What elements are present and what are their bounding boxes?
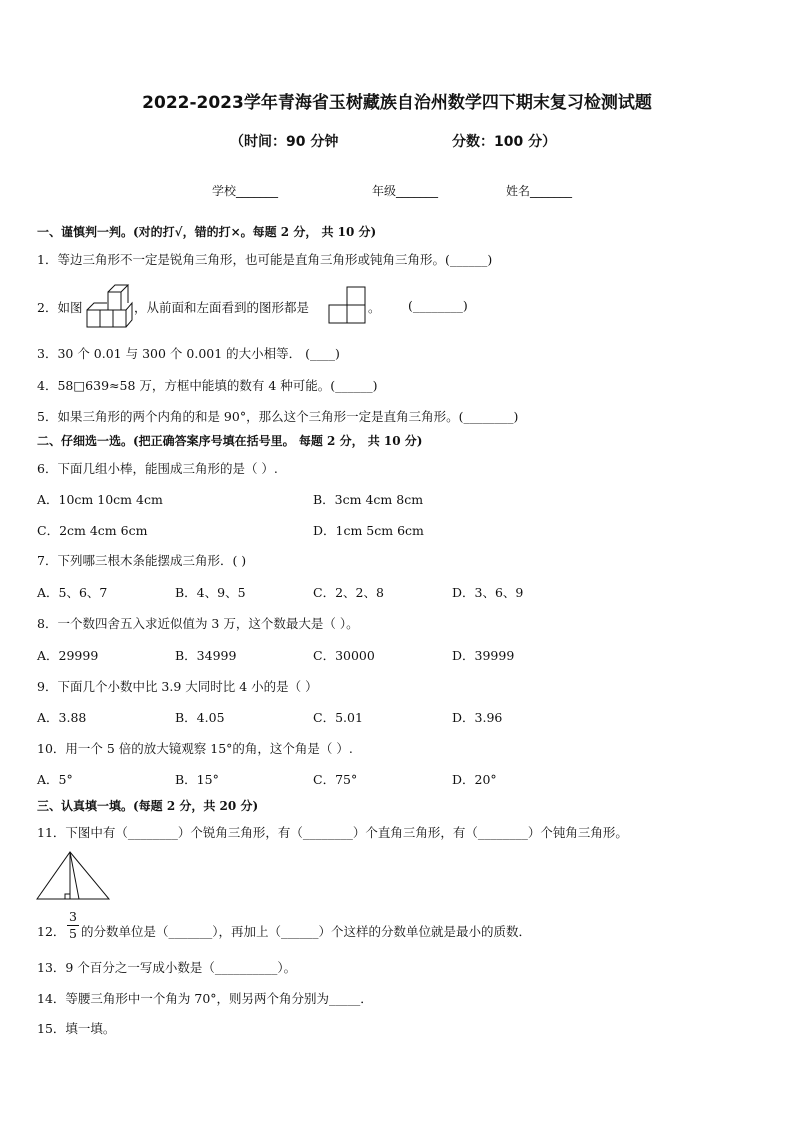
question-11: 11．下图中有（________）个锐角三角形，有（________）个直角三角形，有（________）个钝角三角形。 xyxy=(37,825,628,840)
question-12-text: 的分数单位是（_______），再加上（______）个这样的分数单位就是最小的质数． xyxy=(81,924,532,939)
q10-option-c: C．75° xyxy=(313,772,358,787)
grade-field: 年级_______ xyxy=(372,184,439,198)
section-1-heading: 一、谨慎判一判。(对的打√，错的打×。每题 2 分， 共 10 分) xyxy=(37,225,377,239)
section-3-heading: 三、认真填一填。(每题 2 分，共 20 分) xyxy=(37,799,259,813)
q6-option-b: B．3cm 4cm 8cm xyxy=(313,492,424,507)
total-score: 分数：100 分） xyxy=(452,134,557,150)
question-15: 15．填一填。 xyxy=(37,1021,116,1036)
fraction-denominator: 5 xyxy=(69,926,77,941)
question-6: 6．下面几组小棒，能围成三角形的是（ ）. xyxy=(37,461,278,476)
view-shape-figure xyxy=(328,286,368,326)
q7-option-d: D．3、6、9 xyxy=(452,585,524,600)
question-1: 1．等边三角形不一定是锐角三角形，也可能是直角三角形或钝角三角形。(______) xyxy=(37,252,493,267)
question-2-answer: (________) xyxy=(408,298,468,313)
question-2-text: ，从前面和左面看到的图形都是 xyxy=(134,300,310,315)
q10-option-a: A．5° xyxy=(37,772,73,787)
school-field: 学校_______ xyxy=(212,184,279,198)
question-8: 8．一个数四舍五入求近似值为 3 万，这个数最大是（ ）。 xyxy=(37,616,359,631)
q8-option-d: D．39999 xyxy=(452,648,515,663)
question-2-prefix: 2．如图 xyxy=(37,300,83,315)
question-5: 5．如果三角形的两个内角的和是 90°，那么这个三角形一定是直角三角形。(________) xyxy=(37,409,519,424)
fraction-numerator: 3 xyxy=(69,909,77,924)
q9-option-c: C．5.01 xyxy=(313,710,363,725)
question-14: 14．等腰三角形中一个角为 70°，则另两个角分别为_____． xyxy=(37,991,373,1006)
triangle-figure xyxy=(36,850,112,902)
q7-option-c: C．2、2、8 xyxy=(313,585,384,600)
q9-option-d: D．3.96 xyxy=(452,710,503,725)
cube-stack-figure xyxy=(86,282,134,330)
q8-option-c: C．30000 xyxy=(313,648,375,663)
q6-option-c: C．2cm 4cm 6cm xyxy=(37,523,148,538)
question-9: 9．下面几个小数中比 3.9 大同时比 4 小的是（ ） xyxy=(37,679,318,694)
q6-option-d: D．1cm 5cm 6cm xyxy=(313,523,424,538)
time-limit: （时间：90 分钟 xyxy=(230,134,339,150)
question-12-number: 12． xyxy=(37,924,66,939)
q8-option-a: A．29999 xyxy=(37,648,99,663)
fraction-three-fifths xyxy=(67,910,79,941)
q10-option-d: D．20° xyxy=(452,772,497,787)
q7-option-b: B．4、9、5 xyxy=(175,585,246,600)
q9-option-a: A．3.88 xyxy=(37,710,87,725)
question-2-period: 。 xyxy=(368,300,381,315)
question-10: 10．用一个 5 倍的放大镜观察 15°的角，这个角是（ ）. xyxy=(37,741,353,756)
q10-option-b: B．15° xyxy=(175,772,219,787)
q7-option-a: A．5、6、7 xyxy=(37,585,108,600)
q8-option-b: B．34999 xyxy=(175,648,237,663)
question-4: 4．58□639≈58 万，方框中能填的数有 4 种可能。(______) xyxy=(37,378,378,393)
name-field: 姓名_______ xyxy=(506,184,573,198)
page-title: 2022-2023学年青海省玉树藏族自治州数学四下期末复习检测试题 xyxy=(142,93,652,113)
q9-option-b: B．4.05 xyxy=(175,710,225,725)
q6-option-a: A．10cm 10cm 4cm xyxy=(37,492,163,507)
section-2-heading: 二、仔细选一选。(把正确答案序号填在括号里。 每题 2 分， 共 10 分) xyxy=(37,434,423,448)
question-7: 7．下列哪三根木条能摆成三角形．( ) xyxy=(37,553,247,568)
question-3: 3．30 个 0.01 与 300 个 0.001 的大小相等． (____) xyxy=(37,346,340,361)
question-13: 13．9 个百分之一写成小数是（__________）。 xyxy=(37,960,297,975)
